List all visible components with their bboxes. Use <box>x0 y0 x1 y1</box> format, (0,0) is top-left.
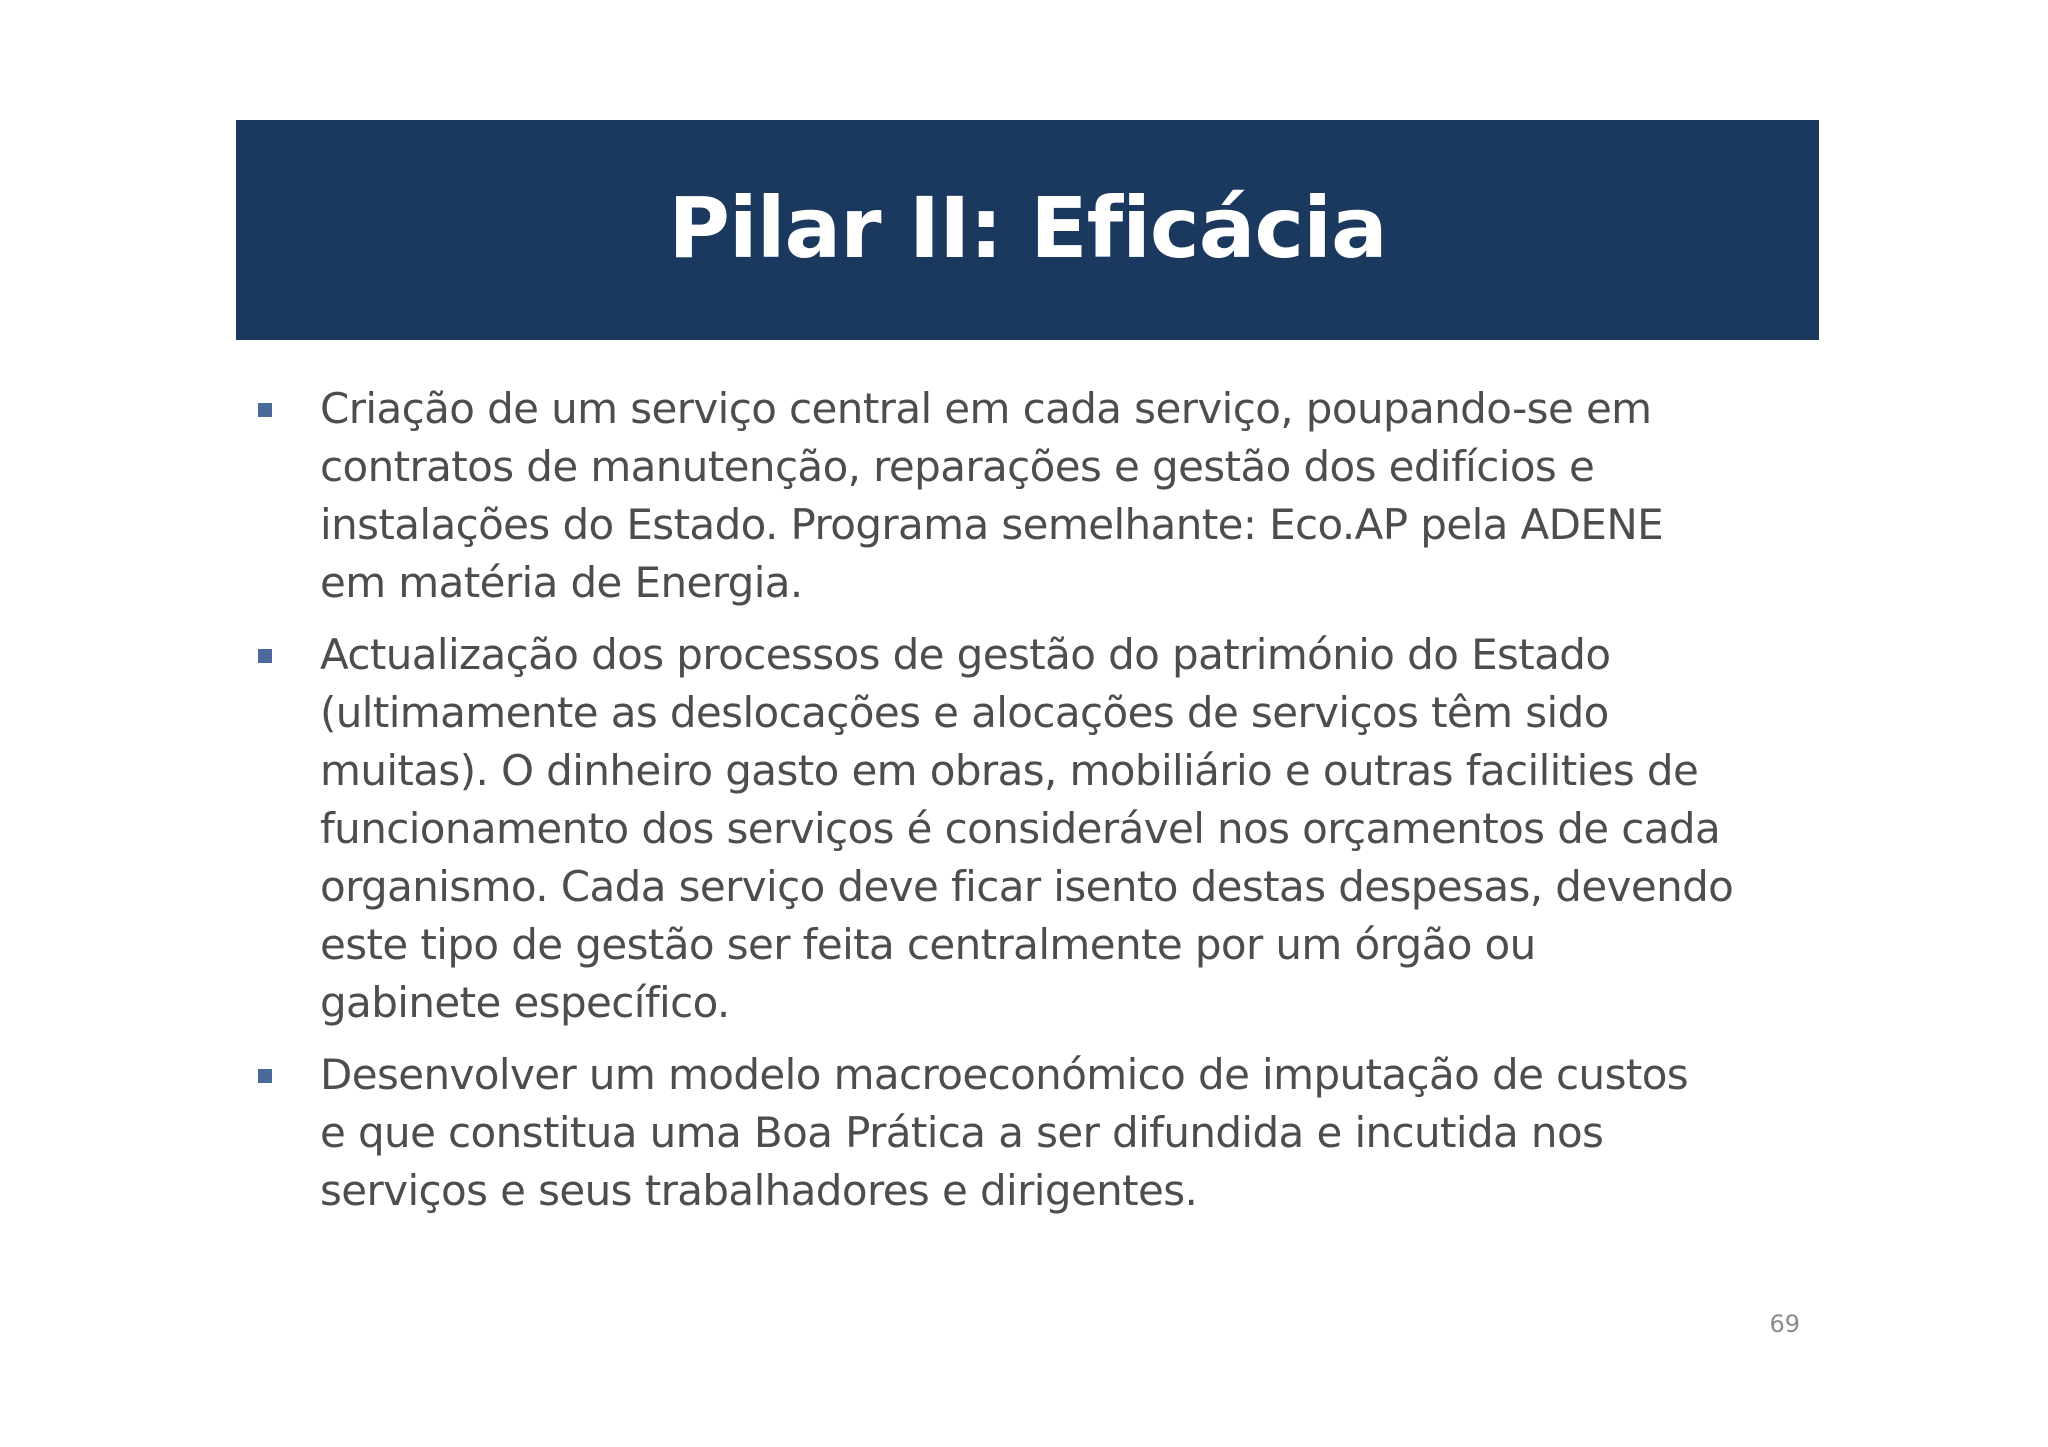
page-number: 69 <box>1769 1310 1800 1338</box>
bullet-line: instalações do Estado. Programa semelhante: Eco.AP pela ADENE <box>320 500 1664 549</box>
slide-title: Pilar II: Eficácia <box>668 179 1387 277</box>
square-bullet-icon <box>258 403 272 417</box>
bullet-line: funcionamento dos serviços é considerável nos orçamentos de cada <box>320 804 1721 853</box>
square-bullet-icon <box>258 649 272 663</box>
bullet-line: organismo. Cada serviço deve ficar isento destas despesas, devendo <box>320 862 1734 911</box>
bullet-line: em matéria de Energia. <box>320 558 803 607</box>
bullet-line: contratos de manutenção, reparações e gestão dos edifícios e <box>320 442 1595 491</box>
bullet-line: Actualização dos processos de gestão do património do Estado <box>320 630 1611 679</box>
bullet-item <box>256 380 1856 612</box>
bullet-text <box>320 1046 1856 1220</box>
square-bullet-icon <box>258 1069 272 1083</box>
bullet-line: Criação de um serviço central em cada serviço, poupando-se em <box>320 384 1652 433</box>
bullet-line: serviços e seus trabalhadores e dirigentes. <box>320 1166 1198 1215</box>
bullet-line: muitas). O dinheiro gasto em obras, mobiliário e outras facilities de <box>320 746 1699 795</box>
bullet-text <box>320 626 1856 1032</box>
title-bar <box>236 120 1819 340</box>
bullet-line: Desenvolver um modelo macroeconómico de imputação de custos <box>320 1050 1689 1099</box>
bullet-line: e que constitua uma Boa Prática a ser difundida e incutida nos <box>320 1108 1604 1157</box>
bullet-line: este tipo de gestão ser feita centralmente por um órgão ou <box>320 920 1536 969</box>
bullet-item <box>256 1046 1856 1220</box>
bullet-list <box>256 380 1856 1234</box>
bullet-line: (ultimamente as deslocações e alocações de serviços têm sido <box>320 688 1609 737</box>
bullet-line: gabinete específico. <box>320 978 730 1027</box>
bullet-item <box>256 626 1856 1032</box>
bullet-text <box>320 380 1856 612</box>
